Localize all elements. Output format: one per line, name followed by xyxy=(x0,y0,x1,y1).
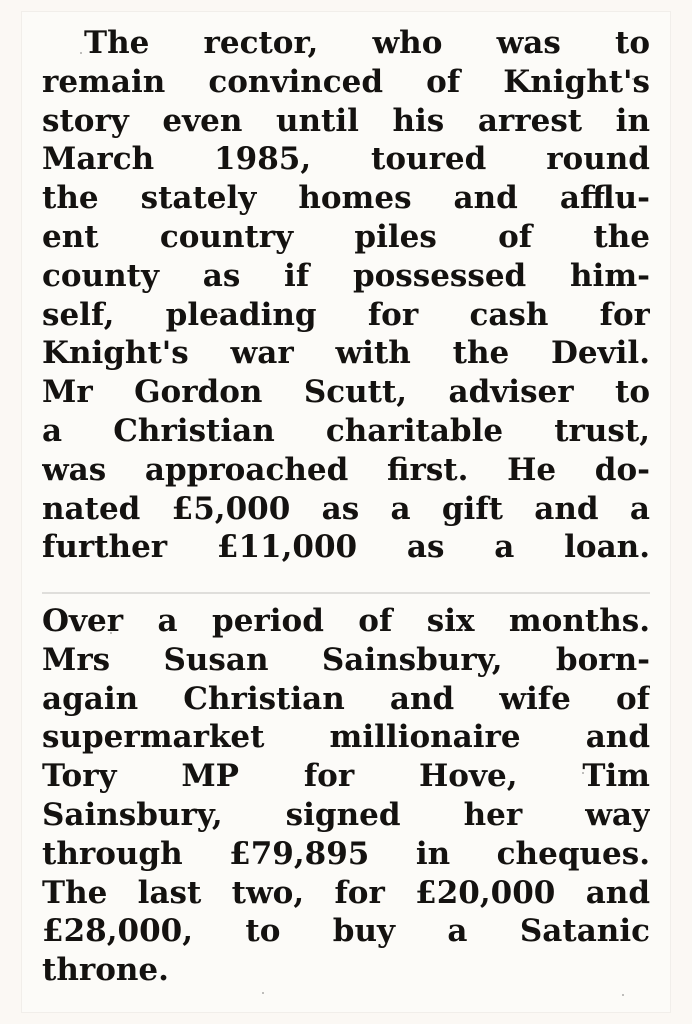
text-line: supermarket millionaire and xyxy=(42,719,650,756)
print-speckle xyxy=(218,312,220,314)
text-line: county as if possessed him- xyxy=(42,257,650,294)
print-speckle xyxy=(582,772,584,774)
text-line: ent country piles of the xyxy=(42,218,650,255)
text-line: a Christian charitable trust, xyxy=(42,412,650,449)
text-line: was approached first. He do- xyxy=(42,451,650,488)
article-column-bottom xyxy=(42,602,650,992)
print-speckle xyxy=(632,78,634,80)
print-speckle xyxy=(622,994,624,996)
text-line: Over a period of six months. xyxy=(42,603,650,639)
text-line: March 1985, toured round xyxy=(42,141,650,178)
text-line: Mrs Susan Sainsbury, born- xyxy=(42,641,650,678)
print-speckle xyxy=(527,472,529,474)
text-line: Sainsbury, signed her way xyxy=(42,796,650,833)
text-line: £28,000, to buy a Satanic xyxy=(42,913,650,950)
text-line: remain convinced of Knight's xyxy=(42,63,650,100)
newspaper-clipping xyxy=(22,12,670,1012)
print-speckle xyxy=(262,992,264,994)
clipping-join-divider xyxy=(42,592,650,594)
text-line: further £11,000 as a loan. xyxy=(42,529,650,566)
text-line: The rector, who was to xyxy=(84,25,650,61)
print-speckle xyxy=(80,52,82,54)
text-line: story even until his arrest in xyxy=(42,102,650,139)
text-line: Mr Gordon Scutt, adviser to xyxy=(42,374,650,411)
text-line: through £79,895 in cheques. xyxy=(42,835,650,872)
article-column-top xyxy=(42,24,650,594)
text-line: Knight's war with the Devil. xyxy=(42,335,650,372)
text-line: nated £5,000 as a gift and a xyxy=(42,490,650,527)
text-line: Tory MP for Hove, Tim xyxy=(42,758,650,795)
text-line: The last two, for £20,000 and xyxy=(42,874,650,911)
text-line: throne. xyxy=(42,952,169,989)
text-line: again Christian and wife of xyxy=(42,680,650,717)
print-speckle xyxy=(110,632,112,634)
text-line: the stately homes and afflu- xyxy=(42,180,650,217)
text-line: self, pleading for cash for xyxy=(42,296,650,333)
